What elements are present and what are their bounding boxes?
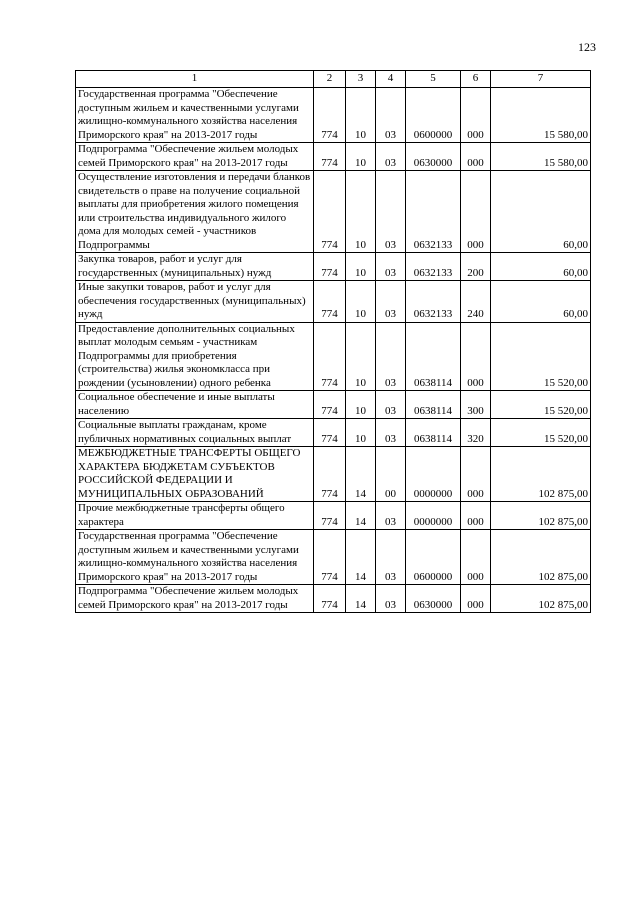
row-target-article: 0600000 xyxy=(406,88,461,143)
row-section: 14 xyxy=(346,530,376,585)
row-subsection: 03 xyxy=(376,171,406,253)
row-amount: 102 875,00 xyxy=(491,502,591,530)
row-ministry-code: 774 xyxy=(314,88,346,143)
row-amount: 15 520,00 xyxy=(491,419,591,447)
row-name: Государственная программа "Обеспечение доступным жильем и качественными услугами жилищно-коммунального хозяйства населения Приморского края" на 2013-2017 годы xyxy=(76,88,314,143)
row-ministry-code: 774 xyxy=(314,143,346,171)
row-section: 10 xyxy=(346,143,376,171)
column-header: 6 xyxy=(461,71,491,88)
row-amount: 15 580,00 xyxy=(491,143,591,171)
table-row xyxy=(76,585,591,613)
row-expense-type: 200 xyxy=(461,253,491,281)
row-expense-type: 000 xyxy=(461,585,491,613)
table-row xyxy=(76,419,591,447)
row-target-article: 0630000 xyxy=(406,143,461,171)
row-name: Подпрограмма "Обеспечение жильем молодых семей Приморского края" на 2013-2017 годы xyxy=(76,143,314,171)
row-expense-type: 000 xyxy=(461,502,491,530)
row-target-article: 0632133 xyxy=(406,281,461,323)
row-ministry-code: 774 xyxy=(314,585,346,613)
row-subsection: 03 xyxy=(376,419,406,447)
row-ministry-code: 774 xyxy=(314,253,346,281)
row-expense-type: 000 xyxy=(461,447,491,502)
row-target-article: 0600000 xyxy=(406,530,461,585)
row-ministry-code: 774 xyxy=(314,391,346,419)
row-amount: 15 520,00 xyxy=(491,322,591,391)
row-target-article: 0638114 xyxy=(406,391,461,419)
column-header: 1 xyxy=(76,71,314,88)
row-expense-type: 240 xyxy=(461,281,491,323)
row-expense-type: 000 xyxy=(461,171,491,253)
row-section: 14 xyxy=(346,585,376,613)
row-amount: 15 520,00 xyxy=(491,391,591,419)
row-section: 10 xyxy=(346,253,376,281)
row-ministry-code: 774 xyxy=(314,281,346,323)
row-expense-type: 320 xyxy=(461,419,491,447)
row-target-article: 0632133 xyxy=(406,253,461,281)
row-amount: 102 875,00 xyxy=(491,447,591,502)
row-ministry-code: 774 xyxy=(314,502,346,530)
row-name: Осуществление изготовления и передачи бланков свидетельств о праве на получение социальной выплаты для приобретения жилого помещения или строительства индивидуального жилого дома для молодых семей - участников Подпрограммы xyxy=(76,171,314,253)
row-name: Иные закупки товаров, работ и услуг для обеспечения государственных (муниципальных) нужд xyxy=(76,281,314,323)
row-section: 10 xyxy=(346,88,376,143)
table-header-row xyxy=(76,71,591,88)
row-target-article: 0000000 xyxy=(406,502,461,530)
table-row xyxy=(76,253,591,281)
row-section: 14 xyxy=(346,447,376,502)
row-name: Социальные выплаты гражданам, кроме публичных нормативных социальных выплат xyxy=(76,419,314,447)
row-subsection: 00 xyxy=(376,447,406,502)
row-target-article: 0638114 xyxy=(406,419,461,447)
row-amount: 60,00 xyxy=(491,253,591,281)
table-row xyxy=(76,171,591,253)
table-row xyxy=(76,391,591,419)
row-expense-type: 300 xyxy=(461,391,491,419)
row-ministry-code: 774 xyxy=(314,447,346,502)
row-name: Государственная программа "Обеспечение доступным жильем и качественными услугами жилищно-коммунального хозяйства населения Приморского края" на 2013-2017 годы xyxy=(76,530,314,585)
row-subsection: 03 xyxy=(376,585,406,613)
column-header: 2 xyxy=(314,71,346,88)
column-header: 4 xyxy=(376,71,406,88)
row-ministry-code: 774 xyxy=(314,322,346,391)
row-ministry-code: 774 xyxy=(314,171,346,253)
row-expense-type: 000 xyxy=(461,88,491,143)
row-ministry-code: 774 xyxy=(314,419,346,447)
table-row xyxy=(76,502,591,530)
table-row xyxy=(76,322,591,391)
row-subsection: 03 xyxy=(376,88,406,143)
row-expense-type: 000 xyxy=(461,322,491,391)
row-section: 10 xyxy=(346,322,376,391)
row-target-article: 0000000 xyxy=(406,447,461,502)
row-subsection: 03 xyxy=(376,391,406,419)
row-name: Прочие межбюджетные трансферты общего характера xyxy=(76,502,314,530)
row-amount: 102 875,00 xyxy=(491,530,591,585)
row-target-article: 0638114 xyxy=(406,322,461,391)
row-subsection: 03 xyxy=(376,281,406,323)
row-ministry-code: 774 xyxy=(314,530,346,585)
row-subsection: 03 xyxy=(376,322,406,391)
row-section: 10 xyxy=(346,391,376,419)
table-row xyxy=(76,88,591,143)
table-row xyxy=(76,281,591,323)
row-name: Закупка товаров, работ и услуг для государственных (муниципальных) нужд xyxy=(76,253,314,281)
budget-table xyxy=(75,70,591,613)
row-name: Предоставление дополнительных социальных выплат молодым семьям - участникам Подпрограммы для приобретения (строительства) жилья экономкласса при рождении (усыновлении) одного ребенка xyxy=(76,322,314,391)
row-name: Социальное обеспечение и иные выплаты населению xyxy=(76,391,314,419)
table-row xyxy=(76,447,591,502)
row-target-article: 0630000 xyxy=(406,585,461,613)
column-header: 3 xyxy=(346,71,376,88)
table-row xyxy=(76,143,591,171)
row-amount: 60,00 xyxy=(491,281,591,323)
row-subsection: 03 xyxy=(376,253,406,281)
row-section: 10 xyxy=(346,171,376,253)
row-amount: 15 580,00 xyxy=(491,88,591,143)
table-row xyxy=(76,530,591,585)
row-expense-type: 000 xyxy=(461,530,491,585)
row-subsection: 03 xyxy=(376,143,406,171)
page-number: 123 xyxy=(578,40,596,54)
row-amount: 102 875,00 xyxy=(491,585,591,613)
row-expense-type: 000 xyxy=(461,143,491,171)
row-section: 14 xyxy=(346,502,376,530)
row-name: МЕЖБЮДЖЕТНЫЕ ТРАНСФЕРТЫ ОБЩЕГО ХАРАКТЕРА БЮДЖЕТАМ СУБЪЕКТОВ РОССИЙСКОЙ ФЕДЕРАЦИИ И МУНИЦИПАЛЬНЫХ ОБРАЗОВАНИЙ xyxy=(76,447,314,502)
column-header: 7 xyxy=(491,71,591,88)
row-target-article: 0632133 xyxy=(406,171,461,253)
row-section: 10 xyxy=(346,281,376,323)
row-subsection: 03 xyxy=(376,530,406,585)
row-section: 10 xyxy=(346,419,376,447)
row-amount: 60,00 xyxy=(491,171,591,253)
row-name: Подпрограмма "Обеспечение жильем молодых семей Приморского края" на 2013-2017 годы xyxy=(76,585,314,613)
column-header: 5 xyxy=(406,71,461,88)
row-subsection: 03 xyxy=(376,502,406,530)
